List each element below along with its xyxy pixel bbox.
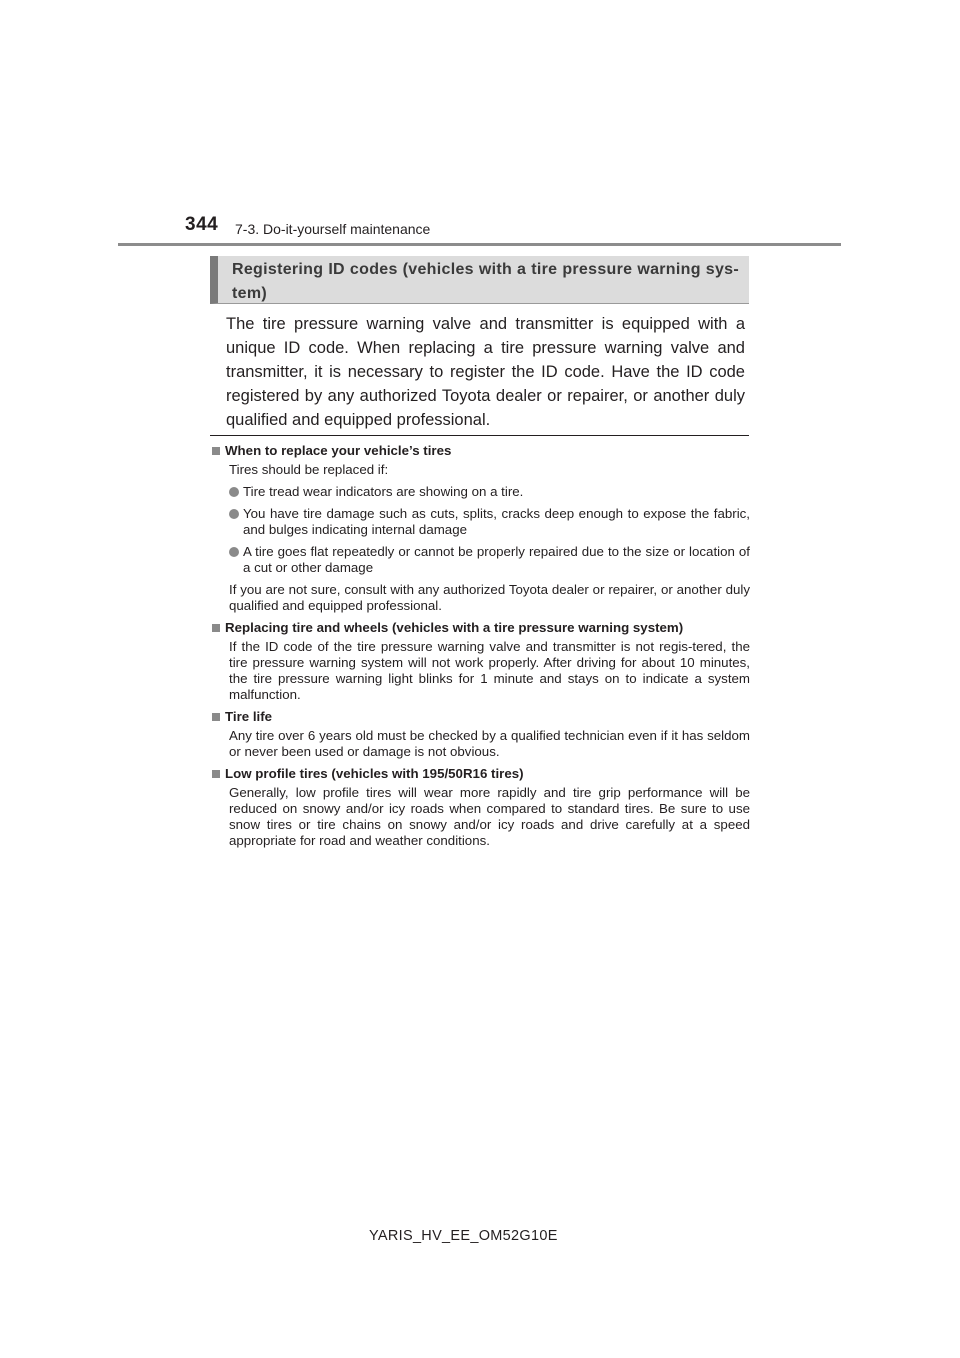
section-divider xyxy=(210,435,749,436)
list-item xyxy=(229,484,750,500)
header-divider xyxy=(118,243,841,246)
list-item-text: You have tire damage such as cuts, splits, cracks deep enough to expose the fabric, and bulges indicating internal damage xyxy=(243,506,750,537)
section-text: If the ID code of the tire pressure warning valve and transmitter is not regis-tered, the tire pressure warning system will not work properly. After driving for about 10 minutes, the tire pressure warning light blinks for 1 minute and stays on to indicate a system malfunction. xyxy=(229,639,750,702)
list-item xyxy=(229,544,750,576)
section-text: If you are not sure, consult with any authorized Toyota dealer or repairer, or another duly qualified and equipped professional. xyxy=(229,582,750,613)
section-heading xyxy=(212,443,750,459)
notes-content xyxy=(212,443,750,855)
section-text: Tires should be replaced if: xyxy=(229,462,389,477)
circle-bullet-icon xyxy=(229,547,239,557)
section-text: Generally, low profile tires will wear more rapidly and tire grip performance will be reduced on snowy and/or icy roads when compared to standard tires. Be sure to use snow tires or tire chains on snowy and/or icy roads and drive carefully at a speed appropriate for road and weather conditions. xyxy=(229,785,750,848)
document-code-footer: YARIS_HV_EE_OM52G10E xyxy=(369,1228,558,1244)
topic-heading: Registering ID codes (vehicles with a tire pressure warning sys-tem) xyxy=(232,261,739,302)
section-heading xyxy=(212,620,750,636)
square-bullet-icon xyxy=(212,770,220,778)
section-heading xyxy=(212,709,750,725)
topic-heading-box xyxy=(210,256,749,304)
square-bullet-icon xyxy=(212,713,220,721)
section-heading-text: Replacing tire and wheels (vehicles with a tire pressure warning system) xyxy=(225,620,684,635)
section-heading-text: When to replace your vehicle’s tires xyxy=(225,443,452,458)
page-number: 344 xyxy=(185,214,219,235)
circle-bullet-icon xyxy=(229,487,239,497)
section-text: Any tire over 6 years old must be checked by a qualified technician even if it has seldom or never been used or damage is not obvious. xyxy=(229,728,750,759)
section-heading-text: Low profile tires (vehicles with 195/50R16 tires) xyxy=(225,766,524,781)
section-heading xyxy=(212,766,750,782)
square-bullet-icon xyxy=(212,447,220,455)
circle-bullet-icon xyxy=(229,509,239,519)
square-bullet-icon xyxy=(212,624,220,632)
section-title: 7-3. Do-it-yourself maintenance xyxy=(235,221,431,237)
list-item-text: A tire goes flat repeatedly or cannot be properly repaired due to the size or location of a cut or other damage xyxy=(243,544,750,575)
intro-paragraph: The tire pressure warning valve and transmitter is equipped with a unique ID code. When replacing a tire pressure warning valve and transmitter, it is necessary to register the ID code. Have the ID code registered by any authorized Toyota dealer or repairer, or another duly qualified and equipped professional. xyxy=(226,315,745,429)
list-item-text: Tire tread wear indicators are showing on a tire. xyxy=(243,484,524,499)
section-heading-text: Tire life xyxy=(225,709,273,724)
list-item xyxy=(229,506,750,538)
